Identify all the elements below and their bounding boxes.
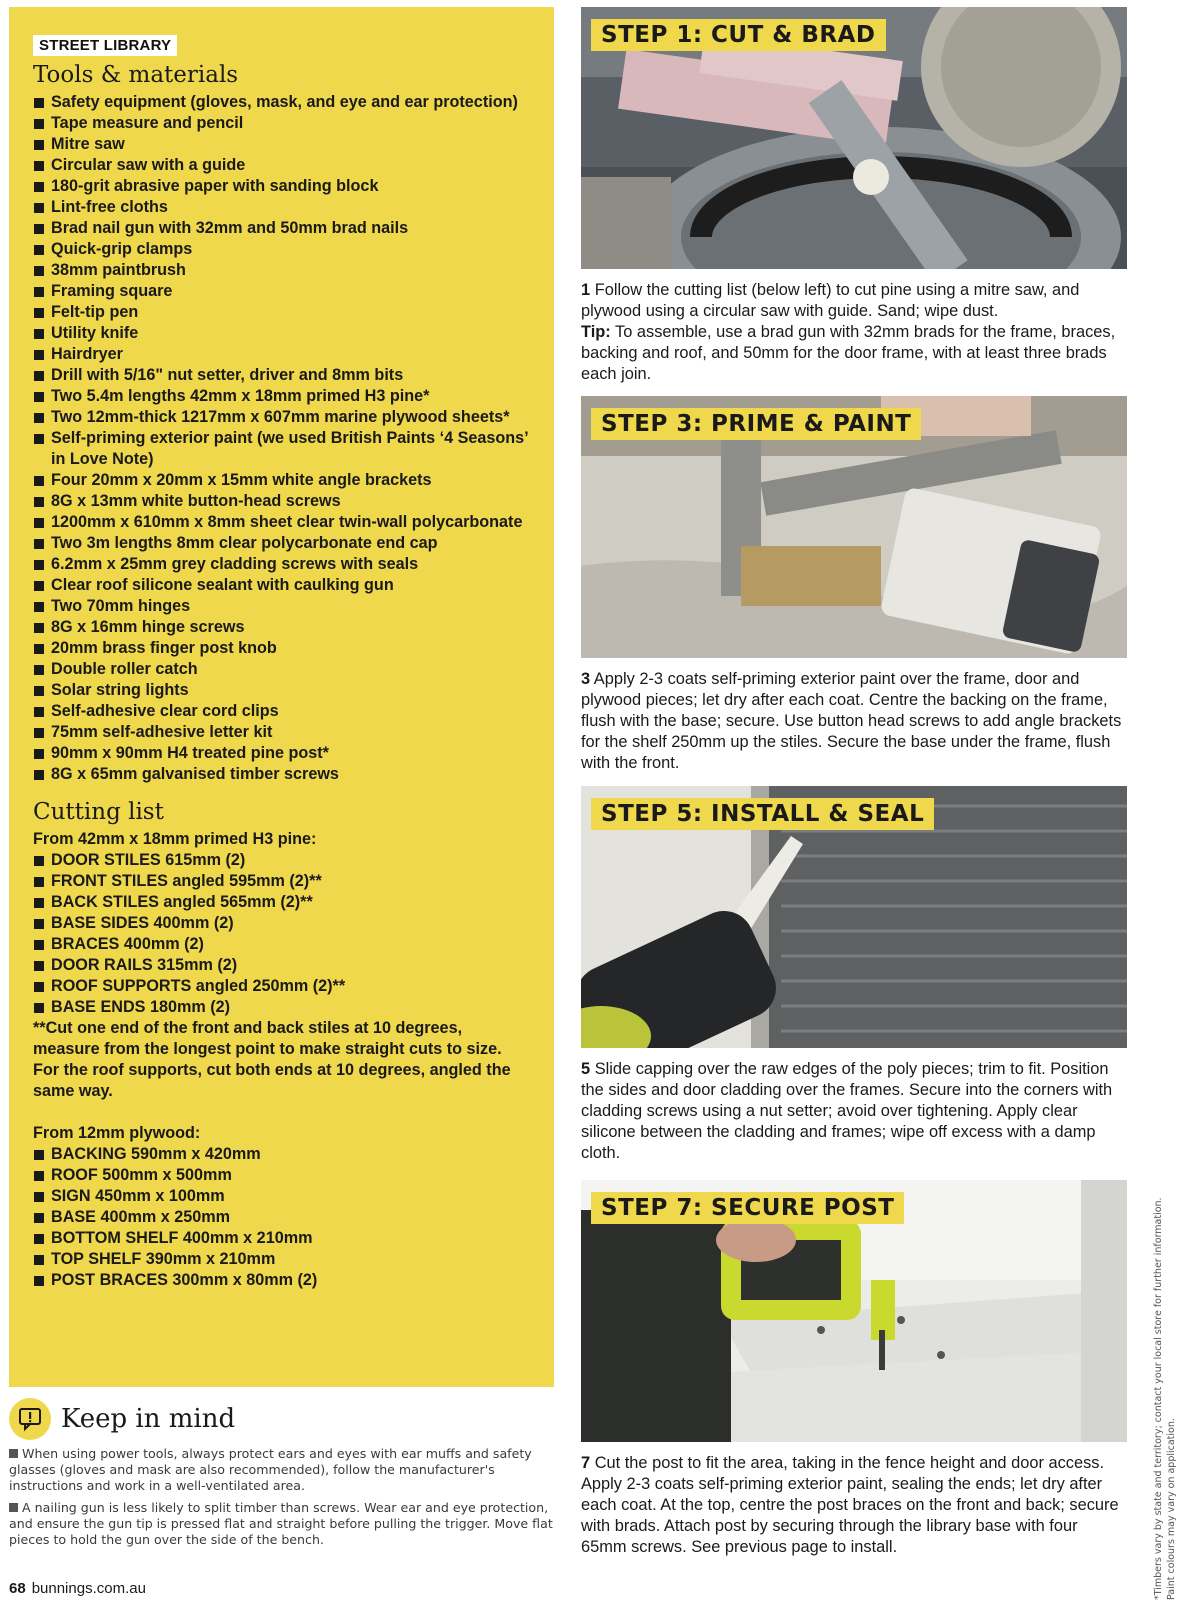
pine-cut-item: ROOF SUPPORTS angled 250mm (2)** [33, 976, 530, 997]
tool-list-item: Double roller catch [33, 659, 530, 680]
exclamation-bubble-icon [9, 1398, 51, 1440]
tool-list-item: 38mm paintbrush [33, 260, 530, 281]
plywood-cut-item: TOP SHELF 390mm x 210mm [33, 1249, 530, 1270]
tool-list-item: Circular saw with a guide [33, 155, 530, 176]
page-number: 68 [9, 1580, 26, 1597]
step-1-instructions: Follow the cutting list (below left) to cut pine using a mitre saw, and plywood using a circular saw with guide. Sand; wipe dust. [581, 281, 1080, 320]
tool-list-item: 8G x 16mm hinge screws [33, 617, 530, 638]
site-url: bunnings.com.au [31, 1580, 146, 1597]
pine-cut-item: BASE SIDES 400mm (2) [33, 913, 530, 934]
plywood-intro: From 12mm plywood: [33, 1124, 201, 1142]
keep-in-mind-title: Keep in mind [61, 1404, 236, 1434]
tools-list [33, 92, 530, 785]
safety-tip [9, 1446, 554, 1494]
tool-list-item: Two 5.4m lengths 42mm x 18mm primed H3 pine* [33, 386, 530, 407]
tool-list-item: Four 20mm x 20mm x 15mm white angle brackets [33, 470, 530, 491]
step-7-number: 7 [581, 1454, 591, 1472]
plywood-cut-item: BASE 400mm x 250mm [33, 1207, 530, 1228]
tool-list-item: 6.2mm x 25mm grey cladding screws with seals [33, 554, 530, 575]
step-5-photo [581, 786, 1127, 1048]
tool-list-item: 75mm self-adhesive letter kit [33, 722, 530, 743]
nail-gun-tip-text: A nailing gun is less likely to split timber than screws. Wear ear and eye protection, and ensure the gun tip is pressed flat and straight before pulling the trigger. Move flat pieces to hold the gun over the side of the bench. [9, 1500, 553, 1547]
plywood-cut-item: BACKING 590mm x 420mm [33, 1144, 530, 1165]
pine-cut-item: DOOR RAILS 315mm (2) [33, 955, 530, 976]
step-5 [581, 786, 1127, 1164]
section-tag: STREET LIBRARY [33, 35, 177, 56]
tool-list-item: Solar string lights [33, 680, 530, 701]
keep-in-mind-header [9, 1398, 554, 1440]
plywood-cut-item: BOTTOM SHELF 400mm x 210mm [33, 1228, 530, 1249]
page-footer [9, 1580, 146, 1597]
step-3-label: STEP 3: PRIME & PAINT [591, 408, 921, 440]
pine-cut-note: **Cut one end of the front and back stiles at 10 degrees, measure from the longest point to make straight cuts to size. For the roof supports, cut both ends at 10 degrees, angled the same way. [33, 1019, 511, 1100]
tool-list-item: Self-adhesive clear cord clips [33, 701, 530, 722]
tool-list-item: Framing square [33, 281, 530, 302]
pine-cut-list [33, 850, 530, 1018]
step-5-label: STEP 5: INSTALL & SEAL [591, 798, 934, 830]
step-1-tip-text: To assemble, use a brad gun with 32mm brads for the frame, braces, backing and roof, and 50mm for the door frame, with at least three brads each join. [581, 323, 1116, 383]
step-7 [581, 1180, 1127, 1558]
step-1-label: STEP 1: CUT & BRAD [591, 19, 886, 51]
tool-list-item: Hairdryer [33, 344, 530, 365]
step-5-text [581, 1059, 1127, 1164]
step-1-number: 1 [581, 281, 591, 299]
plywood-cut-list [33, 1144, 530, 1291]
tool-list-item: Self-priming exterior paint (we used British Paints ‘4 Seasons’ in Love Note) [33, 428, 530, 470]
tool-list-item: 8G x 65mm galvanised timber screws [33, 764, 530, 785]
cutting-list-heading: Cutting list [33, 799, 164, 825]
nail-gun-tip [9, 1500, 554, 1548]
step-5-instructions: Slide capping over the raw edges of the poly pieces; trim to fit. Position the sides and door cladding over the frames. Secure into the corners with cladding screws using a nut setter; avoid over tightening. Apply clear silicone between the cladding and frames; wipe off excess with a damp cloth. [581, 1060, 1113, 1162]
tool-list-item: 180-grit abrasive paper with sanding block [33, 176, 530, 197]
step-1-photo [581, 7, 1127, 269]
step-7-label: STEP 7: SECURE POST [591, 1192, 904, 1224]
tool-list-item: 1200mm x 610mm x 8mm sheet clear twin-wall polycarbonate [33, 512, 530, 533]
plywood-cut-item: ROOF 500mm x 500mm [33, 1165, 530, 1186]
tool-list-item: Mitre saw [33, 134, 530, 155]
tool-list-item: Clear roof silicone sealant with caulking gun [33, 575, 530, 596]
timber-side-note: *Timbers vary by state and territory; contact your local store for further information. Paint colours may vary on application. [1153, 1197, 1177, 1600]
pine-cut-item: BRACES 400mm (2) [33, 934, 530, 955]
step-5-number: 5 [581, 1060, 591, 1078]
step-3-number: 3 [581, 670, 591, 688]
step-7-text [581, 1453, 1127, 1558]
step-7-photo [581, 1180, 1127, 1442]
tool-list-item: 90mm x 90mm H4 treated pine post* [33, 743, 530, 764]
tool-list-item: Drill with 5/16" nut setter, driver and 8mm bits [33, 365, 530, 386]
tool-list-item: Quick-grip clamps [33, 239, 530, 260]
step-1-tip-label: Tip: [581, 323, 611, 341]
tool-list-item: 20mm brass finger post knob [33, 638, 530, 659]
tool-list-item: Felt-tip pen [33, 302, 530, 323]
tool-list-item: Safety equipment (gloves, mask, and eye and ear protection) [33, 92, 530, 113]
step-3-text [581, 669, 1127, 774]
pine-intro: From 42mm x 18mm primed H3 pine: [33, 830, 317, 848]
step-3 [581, 396, 1127, 774]
step-3-instructions: Apply 2-3 coats self-priming exterior paint over the frame, door and plywood pieces; let dry after each coat. Centre the backing on the frame, flush with the base; secure. Use button head screws to add angle brackets for the shelf 250mm up the stiles. Secure the base under the frame, flush with the front. [581, 670, 1122, 772]
tool-list-item: 8G x 13mm white button-head screws [33, 491, 530, 512]
pine-cut-item: BASE ENDS 180mm (2) [33, 997, 530, 1018]
safety-tip-text: When using power tools, always protect ears and eyes with ear muffs and safety glasses (gloves and mask are also recommended), follow the manufacturer's instructions and work in a well-ventilated area. [9, 1446, 532, 1493]
tool-list-item: Two 70mm hinges [33, 596, 530, 617]
tools-materials-panel [9, 7, 554, 1387]
pine-cut-item: DOOR STILES 615mm (2) [33, 850, 530, 871]
tools-heading: Tools & materials [33, 62, 239, 88]
tool-list-item: Two 12mm-thick 1217mm x 607mm marine plywood sheets* [33, 407, 530, 428]
step-3-photo [581, 396, 1127, 658]
plywood-cut-item: POST BRACES 300mm x 80mm (2) [33, 1270, 530, 1291]
tool-list-item: Brad nail gun with 32mm and 50mm brad nails [33, 218, 530, 239]
step-1 [581, 7, 1127, 385]
keep-in-mind-box [9, 1398, 554, 1554]
step-1-text [581, 280, 1127, 385]
tool-list-item: Tape measure and pencil [33, 113, 530, 134]
tool-list-item: Lint-free cloths [33, 197, 530, 218]
plywood-cut-item: SIGN 450mm x 100mm [33, 1186, 530, 1207]
step-7-instructions: Cut the post to fit the area, taking in the fence height and door access. Apply 2-3 coats self-priming exterior paint, sealing the ends; let dry after each coat. At the top, centre the post braces on the front and back; secure with brads. Attach post by securing through the library base with four 65mm screws. See previous page to install. [581, 1454, 1119, 1556]
pine-cut-item: FRONT STILES angled 595mm (2)** [33, 871, 530, 892]
pine-cut-item: BACK STILES angled 565mm (2)** [33, 892, 530, 913]
tool-list-item: Utility knife [33, 323, 530, 344]
tool-list-item: Two 3m lengths 8mm clear polycarbonate end cap [33, 533, 530, 554]
